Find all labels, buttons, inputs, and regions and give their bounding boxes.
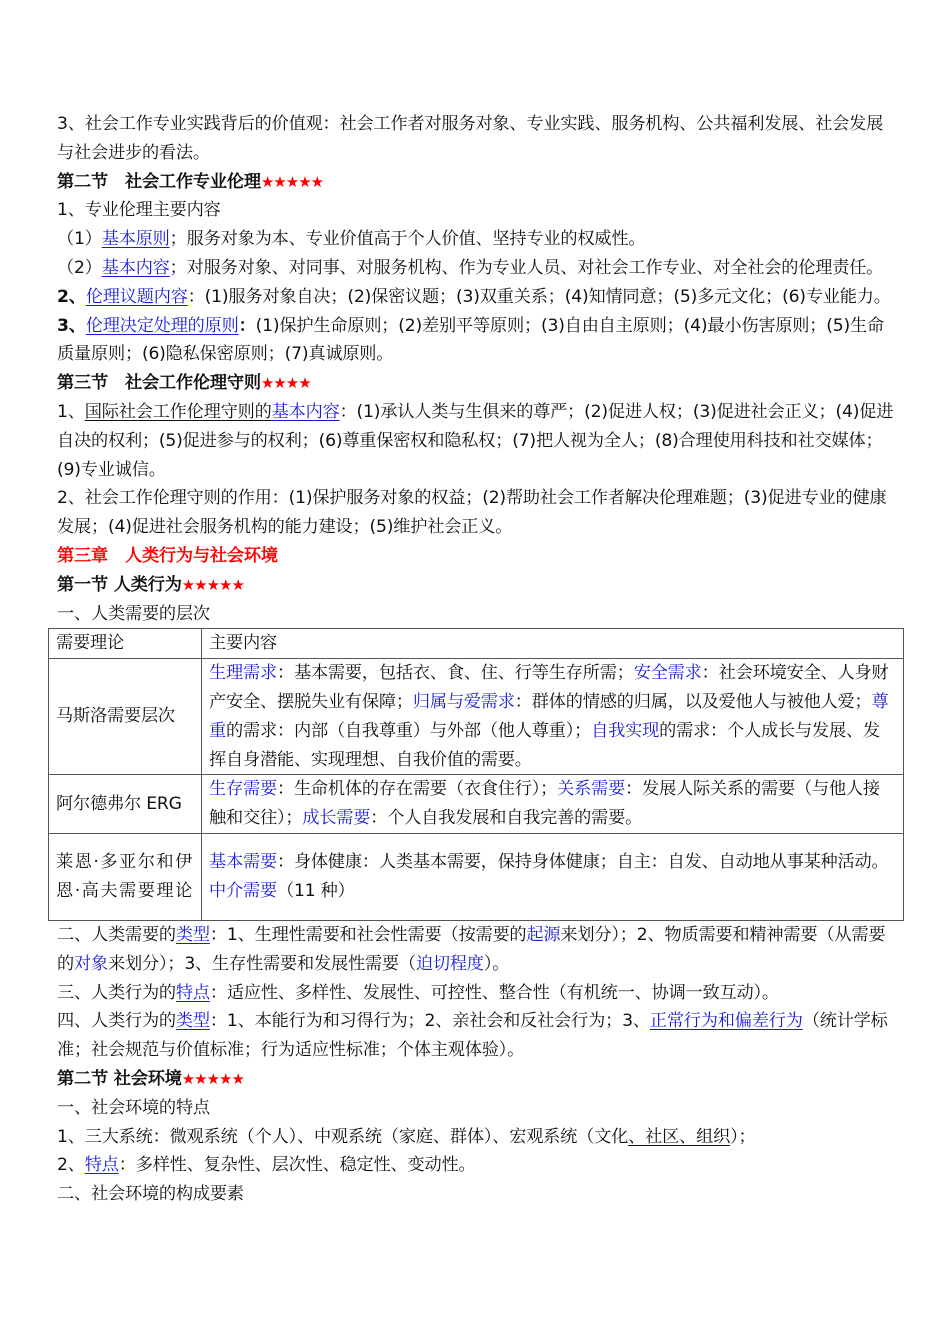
link-behavior-types[interactable]: 类型 — [175, 1011, 210, 1032]
link-normal-deviant-behavior[interactable]: 正常行为和偏差行为 — [649, 1011, 803, 1032]
item-text: ；对服务对象、对同事、对服务机构、作为专业人员、对社会工作专业、对全社会的伦理责任。 — [169, 257, 884, 278]
need-term: 关系需要 — [557, 779, 626, 800]
underlined-text: 、社区、组织 — [628, 1126, 731, 1147]
subheading: 一、人类需要的层次 — [57, 603, 210, 624]
item-text: 四、人类行为的 — [57, 1011, 176, 1032]
need-term: 生存需要 — [209, 779, 277, 800]
section-title: 第三节 社会工作伦理守则 — [57, 373, 261, 394]
table-header-cell: 需要理论 — [49, 629, 202, 659]
table-row — [49, 775, 904, 834]
need-term: 尊重 — [209, 691, 889, 741]
list-item — [57, 1123, 895, 1152]
link-basic-content[interactable]: 基本内容 — [101, 257, 170, 278]
values-paragraph: 3、社会工作专业实践背后的价值观：社会工作者对服务对象、专业实践、服务机构、公共福利发展、社会发展与社会进步的看法。 — [57, 114, 884, 163]
need-description: ：身体健康：人类基本需要，保持身体健康；自主：自发、自动地从事某种活动。 — [276, 852, 889, 873]
item-text: ：(1)承认人类与生俱来的尊严；(2)促进人权；(3)促进社会正义；(4)促进自决的权利；(5)促进参与的权利；(6)尊重保密权和隐私权；(7)把人视为全人；(8)合理使用科技和社交媒体；(9)专业诚信。 — [57, 401, 894, 480]
list-item: 2、社会工作伦理守则的作用：(1)保护服务对象的权益；(2)帮助社会工作者解决伦理难题；(3)促进专业的健康发展；(4)促进社会服务机构的能力建设；(5)维护社会正义。 — [57, 488, 887, 538]
need-description: ：群体的情感的归属，以及爱他人与被他人爱； — [514, 691, 872, 712]
list-item — [57, 398, 895, 484]
theory-name-cell: 马斯洛需要层次 — [49, 659, 202, 775]
list-item — [57, 225, 895, 254]
document-page — [57, 110, 895, 1209]
underlined-text: 国际社会工作伦理守则的 — [84, 401, 272, 422]
theory-name-cell: 阿尔德弗尔 ERG — [49, 775, 202, 834]
section-heading-ethics — [57, 168, 895, 197]
link-basic-content-code[interactable]: 基本内容 — [271, 401, 340, 422]
highlight-text: 迫切程度 — [415, 953, 484, 974]
content-cell — [202, 833, 904, 920]
item-text: 来划分）；2、物质需要和精神需要（从需要的 — [57, 924, 886, 974]
section-title: 第二节 社会工作专业伦理 — [57, 171, 261, 192]
item-text: 二、人类需要的 — [57, 924, 176, 945]
item-text: ；服务对象为本、专业价值高于个人价值、坚持专业的权威性。 — [169, 229, 646, 250]
need-description: ：基本需要，包括衣、食、住、行等生存所需； — [276, 663, 634, 684]
list-item — [57, 921, 895, 979]
chapter-title: 第三章 人类行为与社会环境 — [57, 545, 278, 566]
item-number: 2、 — [57, 286, 86, 307]
item-text: 三、人类行为的 — [57, 982, 176, 1003]
link-basic-principles[interactable]: 基本原则 — [101, 229, 170, 250]
item-text: ）。 — [483, 953, 510, 974]
need-description: 的需求：个人成长与发展、发挥自身潜能、实现理想、自我价值的需要。 — [209, 720, 880, 770]
star-rating: ★★★★★ — [181, 575, 244, 594]
table-header-row — [49, 629, 904, 659]
star-rating: ★★★★★ — [260, 172, 324, 191]
table-header-cell: 主要内容 — [202, 629, 904, 659]
star-rating: ★★★★★ — [181, 1069, 244, 1088]
colon: ： — [238, 315, 256, 336]
table-row — [49, 659, 904, 775]
subheading: 一、社会环境的特点 — [57, 1097, 210, 1118]
content-cell — [202, 659, 904, 775]
list-item — [57, 283, 895, 312]
need-description: 的需求：内部（自我尊重）与外部（他人尊重）； — [226, 720, 592, 741]
item-text: ：1、本能行为和习得行为；2、亲社会和反社会行为；3、 — [209, 1011, 650, 1032]
item-text: 来划分）；3、生存性需要和发展性需要（ — [107, 953, 416, 974]
item-text: ：(1)服务对象自决；(2)保密议题；(3)双重关系；(4)知情同意；(5)多元文化；(6)专业能力。 — [187, 286, 891, 307]
need-term: 安全需求 — [633, 663, 702, 684]
highlight-text: 对象 — [74, 953, 108, 974]
list-item — [57, 254, 895, 283]
list-item — [57, 979, 895, 1008]
link-behavior-features[interactable]: 特点 — [175, 982, 210, 1003]
link-ethics-decision-principles[interactable]: 伦理决定处理的原则 — [85, 315, 239, 336]
need-description: ：个人自我发展和自我完善的需要。 — [370, 808, 643, 829]
subheading: 二、社会环境的构成要素 — [57, 1184, 244, 1205]
section-heading-code — [57, 369, 895, 398]
star-rating: ★★★★ — [260, 374, 311, 393]
list-item — [57, 1151, 895, 1180]
table-row — [49, 833, 904, 920]
item-number: （2） — [57, 257, 102, 278]
item-text: ：1、生理性需要和社会性需要（按需要的 — [209, 924, 527, 945]
need-description: ：生命机体的存在需要（衣食住行）； — [276, 779, 558, 800]
link-ethics-issues[interactable]: 伦理议题内容 — [85, 286, 188, 307]
item-text: 1、三大系统：微观系统（个人）、中观系统（家庭、群体）、宏观系统（文化 — [57, 1126, 629, 1147]
need-term: 中介需要 — [209, 880, 277, 901]
need-term: 成长需要 — [302, 808, 371, 829]
item-number: 2、 — [57, 1155, 85, 1176]
need-term: 生理需求 — [209, 663, 277, 684]
item-text: ：多样性、复杂性、层次性、稳定性、变动性。 — [118, 1155, 476, 1176]
section-heading-environment — [57, 1065, 895, 1094]
item-text: （统计学标准；社会规范与价值标准；行为适应性标准；个体主观体验）。 — [57, 1011, 888, 1061]
list-item: 1、专业伦理主要内容 — [57, 200, 221, 221]
need-description: （11 种） — [276, 880, 355, 901]
link-need-types[interactable]: 类型 — [175, 924, 210, 945]
item-text: ）； — [730, 1126, 756, 1147]
need-term: 归属与爱需求 — [412, 691, 515, 712]
need-description: ：社会环境安全、人身财产安全、摆脱失业有保障； — [209, 663, 889, 712]
section-title: 第一节 人类行为 — [57, 574, 182, 595]
list-item — [57, 1007, 895, 1065]
link-environment-features[interactable]: 特点 — [84, 1155, 119, 1176]
item-text: ：适应性、多样性、发展性、可控性、整合性（有机统一、协调一致互动）。 — [209, 982, 779, 1003]
item-number: 1、 — [57, 401, 85, 422]
content-cell — [202, 775, 904, 834]
theory-name-cell: 莱恩·多亚尔和伊恩·高夫需要理论 — [49, 833, 202, 920]
item-number: （1） — [57, 229, 102, 250]
section-title: 第二节 社会环境 — [57, 1068, 182, 1089]
need-description: ：发展人际关系的需要（与他人接触和交往）； — [209, 779, 880, 829]
need-term: 自我实现 — [591, 720, 660, 741]
list-item — [57, 312, 895, 370]
item-text: (1)保护生命原则；(2)差别平等原则；(3)自由自主原则；(4)最小伤害原则；(5)生命质量原则；(6)隐私保密原则；(7)真诚原则。 — [57, 315, 884, 365]
section-heading-behavior — [57, 571, 895, 600]
need-term: 基本需要 — [209, 852, 277, 873]
item-number: 3、 — [57, 315, 86, 336]
needs-theory-table — [48, 628, 904, 921]
highlight-text: 起源 — [526, 924, 561, 945]
